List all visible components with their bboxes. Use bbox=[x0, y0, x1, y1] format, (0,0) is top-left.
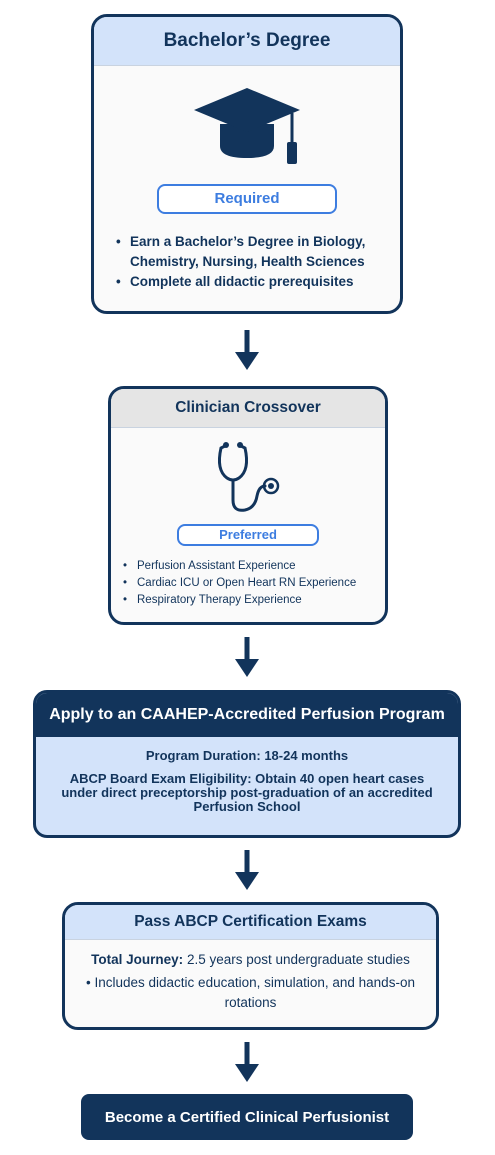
exam-detail-text: Includes didactic education, simulation, and hands-on rotations bbox=[94, 975, 415, 1010]
step-title: Bachelor’s Degree bbox=[94, 17, 400, 66]
program-duration: Program Duration: 18-24 months bbox=[145, 748, 349, 763]
total-journey-label: Total Journey: bbox=[91, 952, 184, 967]
step-become-perfusionist: Become a Certified Clinical Perfusionist bbox=[81, 1094, 413, 1140]
step-certification-exams bbox=[62, 902, 439, 1030]
required-badge: Required bbox=[157, 184, 337, 214]
step-apply-program bbox=[33, 690, 461, 838]
step-bachelors-degree bbox=[91, 14, 403, 314]
total-journey-value: 2.5 years post undergraduate studies bbox=[186, 952, 410, 967]
step-title: Pass ABCP Certification Exams bbox=[65, 905, 436, 940]
arrow-down-icon bbox=[235, 637, 259, 677]
list-item: • Complete all didactic prerequisites bbox=[130, 272, 400, 292]
stethoscope-icon bbox=[213, 440, 283, 516]
arrow-down-icon bbox=[235, 1042, 259, 1082]
preferred-badge: Preferred bbox=[177, 524, 319, 546]
requirements-list bbox=[130, 232, 400, 292]
arrow-down-icon bbox=[235, 330, 259, 370]
arrow-down-icon bbox=[235, 850, 259, 890]
experience-list bbox=[137, 558, 385, 609]
list-item: • Respiratory Therapy Experience bbox=[137, 592, 385, 609]
step-title: Apply to an CAAHEP-Accredited Perfusion Program bbox=[36, 693, 458, 737]
board-exam-eligibility: ABCP Board Exam Eligibility: Obtain 40 open heart cases under direct preceptorship post-graduation of an accredited Perfusion School bbox=[61, 771, 433, 814]
graduation-cap-icon bbox=[192, 82, 302, 172]
exam-detail: • Includes didactic education, simulation, and hands-on rotations bbox=[86, 975, 415, 1010]
step-title: Clinician Crossover bbox=[111, 389, 385, 428]
list-item: • Perfusion Assistant Experience bbox=[137, 558, 385, 575]
step-clinician-crossover bbox=[108, 386, 388, 625]
total-journey bbox=[65, 952, 436, 967]
list-item: • Cardiac ICU or Open Heart RN Experience bbox=[137, 575, 385, 592]
list-item: • Earn a Bachelor’s Degree in Biology, Chemistry, Nursing, Health Sciences bbox=[130, 232, 400, 272]
